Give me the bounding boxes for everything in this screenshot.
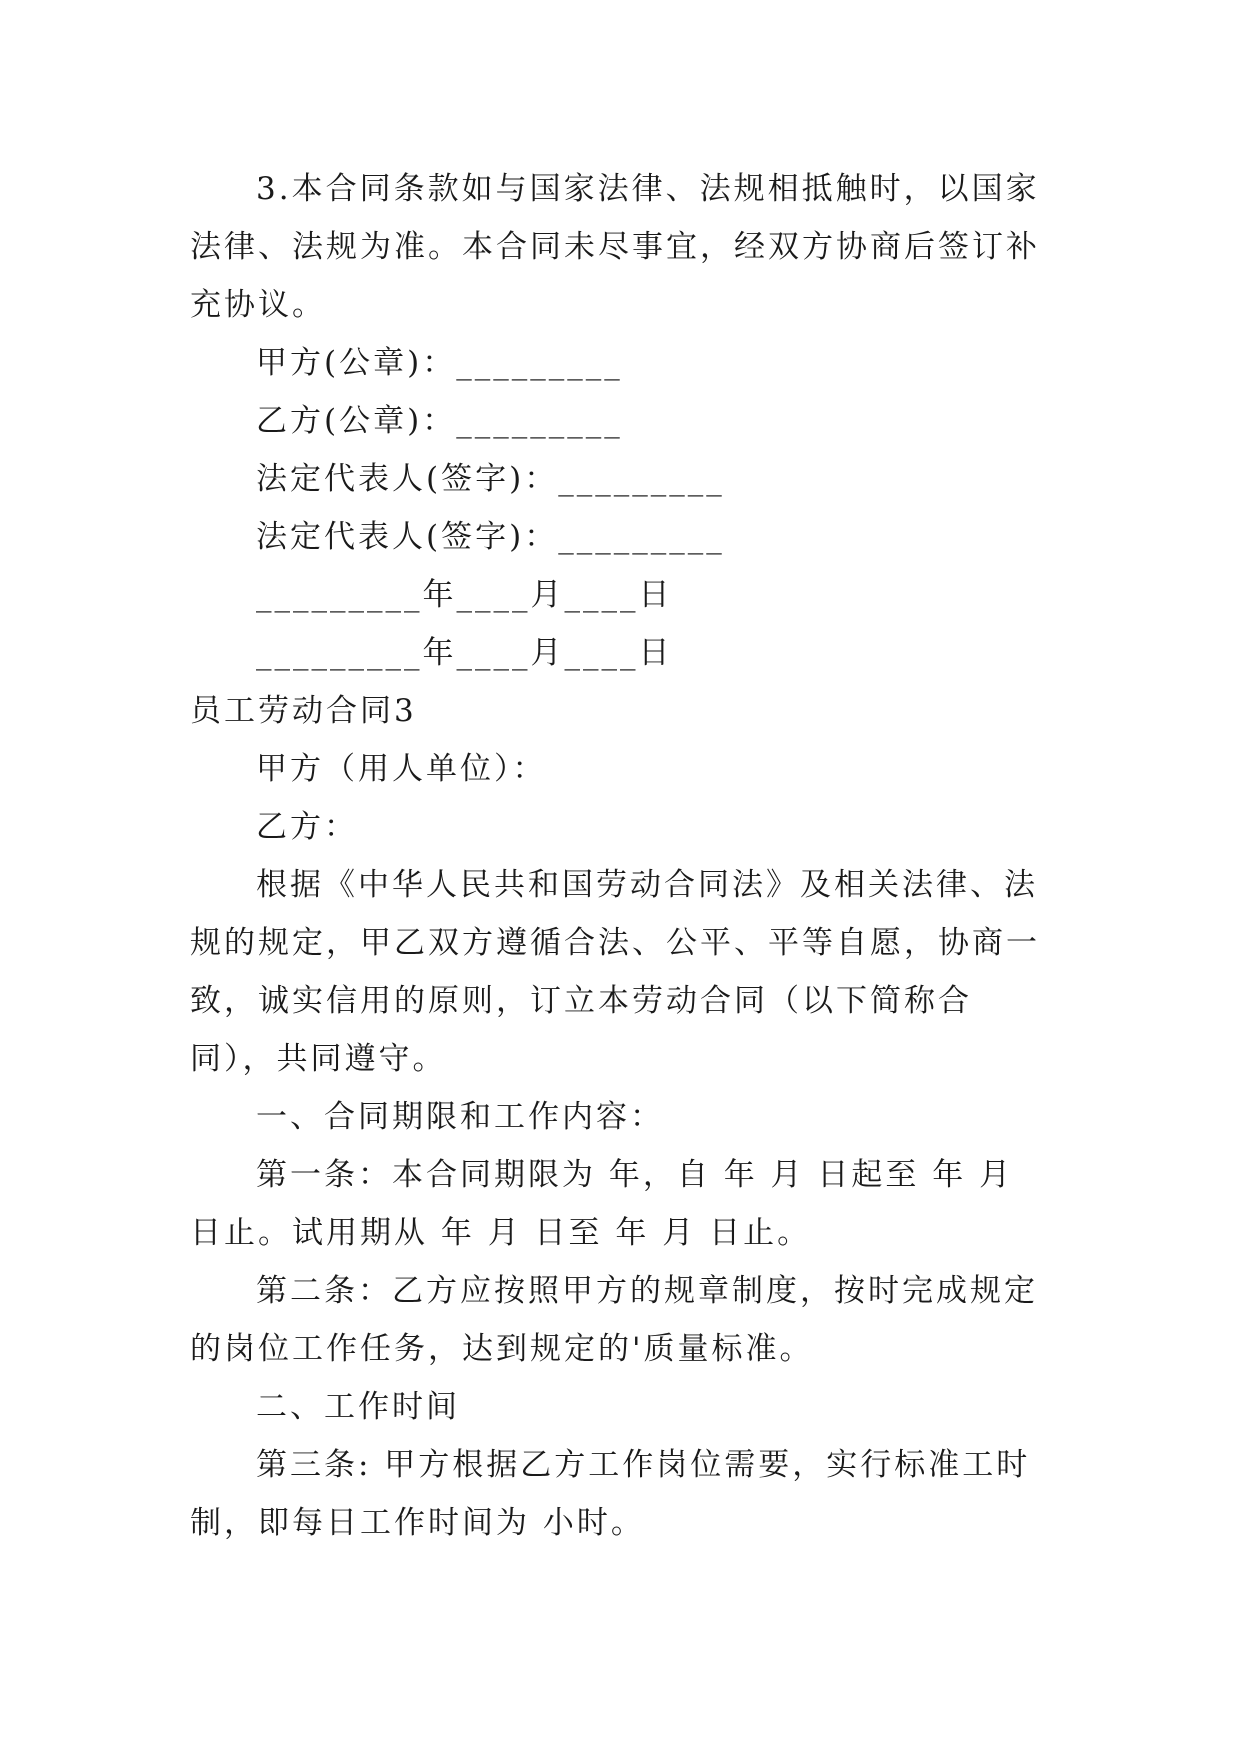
legal-rep-signature-line-a: 法定代表人(签字)：_________ xyxy=(256,461,725,497)
document-body xyxy=(190,160,1055,1552)
party-a-seal-line: 甲方(公章)：_________ xyxy=(256,345,623,381)
party-b: 乙方： xyxy=(256,809,358,845)
article-3: 第三条: 甲方根据乙方工作岗位需要，实行标准工时制，即每日工作时间为 小时。 xyxy=(190,1447,1031,1541)
party-b-seal-line: 乙方(公章)：_________ xyxy=(256,403,623,439)
chapter-2-heading: 二、工作时间 xyxy=(256,1389,460,1425)
preamble-paragraph: 根据《中华人民共和国劳动合同法》及相关法律、法规的规定，甲乙双方遵循合法、公平、平等自愿，协商一致，诚实信用的原则，订立本劳动合同（以下简称合同），共同遵守。 xyxy=(190,867,1040,1077)
date-line-a: _________年____月____日 xyxy=(256,577,673,613)
section-heading: 员工劳动合同3 xyxy=(190,693,417,729)
legal-rep-signature-line-b: 法定代表人(签字)：_________ xyxy=(256,519,725,555)
clause-3-paragraph: 3.本合同条款如与国家法律、法规相抵触时，以国家法律、法规为准。本合同未尽事宜，经双方协商后签订补充协议。 xyxy=(190,171,1040,323)
chapter-1-heading: 一、合同期限和工作内容： xyxy=(256,1099,664,1135)
party-a-employer: 甲方（用人单位）： xyxy=(256,751,547,787)
article-1: 第一条：本合同期限为 年，自 年 月 日起至 年 月 日止。试用期从 年 月 日至 年 月 日止。 xyxy=(190,1157,1026,1251)
article-2: 第二条：乙方应按照甲方的规章制度，按时完成规定的岗位工作任务，达到规定的'质量标准。 xyxy=(190,1273,1038,1367)
date-line-b: _________年____月____日 xyxy=(256,635,673,671)
